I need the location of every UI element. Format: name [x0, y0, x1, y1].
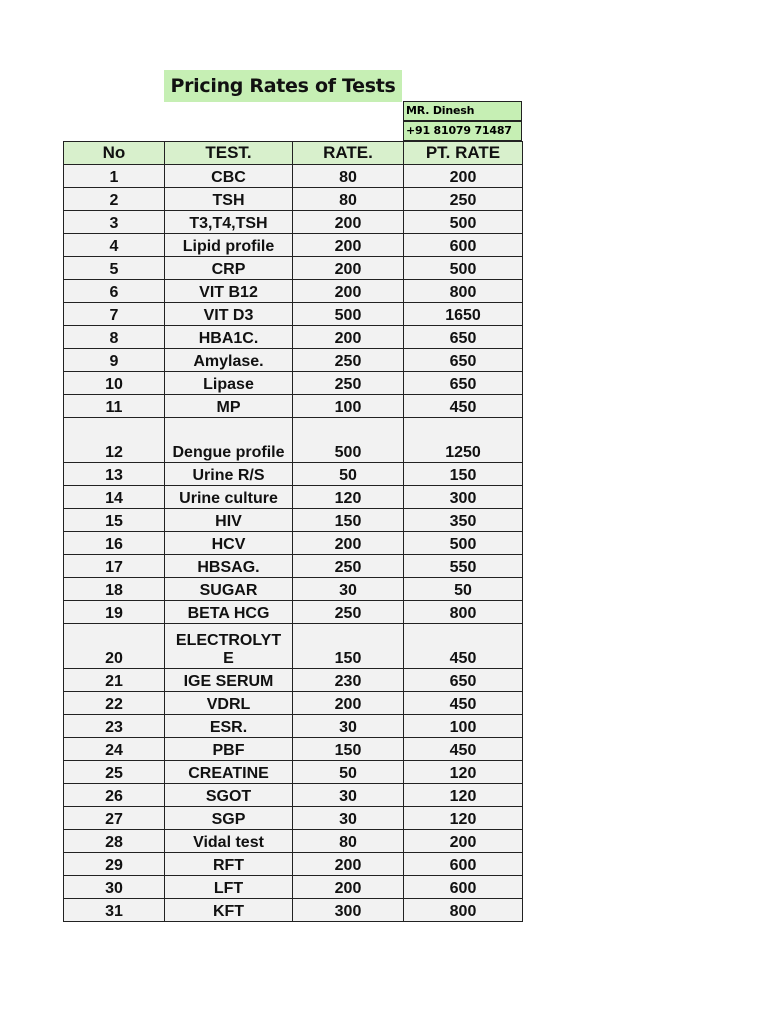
- table-row: [64, 830, 523, 853]
- cell-pt-rate: 120: [404, 807, 523, 830]
- cell-no: 17: [64, 555, 165, 578]
- cell-test: KFT: [165, 899, 293, 922]
- cell-test: VIT D3: [165, 303, 293, 326]
- cell-rate: 50: [293, 463, 404, 486]
- cell-test: Urine culture: [165, 486, 293, 509]
- cell-pt-rate: 300: [404, 486, 523, 509]
- cell-rate: 80: [293, 830, 404, 853]
- cell-rate: 250: [293, 555, 404, 578]
- table-row: [64, 395, 523, 418]
- cell-no: 25: [64, 761, 165, 784]
- cell-test: VIT B12: [165, 280, 293, 303]
- cell-test: HBA1C.: [165, 326, 293, 349]
- cell-no: 9: [64, 349, 165, 372]
- cell-no: 21: [64, 669, 165, 692]
- cell-pt-rate: 450: [404, 624, 523, 669]
- cell-pt-rate: 500: [404, 532, 523, 555]
- cell-no: 18: [64, 578, 165, 601]
- cell-no: 19: [64, 601, 165, 624]
- cell-pt-rate: 550: [404, 555, 523, 578]
- cell-test: HBSAG.: [165, 555, 293, 578]
- cell-test: CREATINE: [165, 761, 293, 784]
- page-title: Pricing Rates of Tests: [164, 70, 402, 102]
- cell-no: 3: [64, 211, 165, 234]
- cell-rate: 200: [293, 326, 404, 349]
- table-row: [64, 784, 523, 807]
- table-row: [64, 349, 523, 372]
- cell-rate: 230: [293, 669, 404, 692]
- table-row: [64, 418, 523, 463]
- cell-test: T3,T4,TSH: [165, 211, 293, 234]
- table-row: [64, 486, 523, 509]
- pricing-table: [63, 141, 523, 922]
- cell-rate: 100: [293, 395, 404, 418]
- cell-test: Amylase.: [165, 349, 293, 372]
- cell-test: LFT: [165, 876, 293, 899]
- cell-rate: 250: [293, 372, 404, 395]
- cell-test: CRP: [165, 257, 293, 280]
- cell-rate: 50: [293, 761, 404, 784]
- cell-rate: 120: [293, 486, 404, 509]
- cell-no: 2: [64, 188, 165, 211]
- cell-no: 29: [64, 853, 165, 876]
- table-row: [64, 807, 523, 830]
- table-row: [64, 715, 523, 738]
- cell-test: VDRL: [165, 692, 293, 715]
- cell-no: 26: [64, 784, 165, 807]
- cell-test: Lipid profile: [165, 234, 293, 257]
- cell-rate: 250: [293, 349, 404, 372]
- cell-rate: 80: [293, 188, 404, 211]
- cell-no: 16: [64, 532, 165, 555]
- table-row: [64, 532, 523, 555]
- cell-no: 23: [64, 715, 165, 738]
- cell-pt-rate: 800: [404, 899, 523, 922]
- header-rate: RATE.: [293, 142, 404, 165]
- cell-no: 7: [64, 303, 165, 326]
- cell-test: ESR.: [165, 715, 293, 738]
- cell-no: 10: [64, 372, 165, 395]
- cell-test: BETA HCG: [165, 601, 293, 624]
- table-row: [64, 578, 523, 601]
- header-pt-rate: PT. RATE: [404, 142, 523, 165]
- cell-test: Urine R/S: [165, 463, 293, 486]
- contact-name: MR. Dinesh: [403, 101, 522, 121]
- cell-pt-rate: 1650: [404, 303, 523, 326]
- cell-no: 24: [64, 738, 165, 761]
- cell-pt-rate: 50: [404, 578, 523, 601]
- table-row: [64, 303, 523, 326]
- cell-pt-rate: 450: [404, 395, 523, 418]
- contact-phone: +91 81079 71487: [403, 121, 522, 141]
- cell-pt-rate: 120: [404, 784, 523, 807]
- cell-pt-rate: 650: [404, 349, 523, 372]
- cell-no: 15: [64, 509, 165, 532]
- table-row: [64, 372, 523, 395]
- cell-test-line: E: [223, 650, 234, 667]
- cell-pt-rate: 350: [404, 509, 523, 532]
- table-row: [64, 669, 523, 692]
- cell-rate: 200: [293, 692, 404, 715]
- cell-rate: 30: [293, 784, 404, 807]
- table-row: [64, 761, 523, 784]
- cell-pt-rate: 450: [404, 692, 523, 715]
- cell-no: 14: [64, 486, 165, 509]
- cell-test: Vidal test: [165, 830, 293, 853]
- cell-rate: 200: [293, 211, 404, 234]
- cell-test: CBC: [165, 165, 293, 188]
- cell-rate: 200: [293, 280, 404, 303]
- cell-no: 31: [64, 899, 165, 922]
- table-row: [64, 876, 523, 899]
- cell-test-line: ELECTROLYT: [175, 632, 282, 649]
- cell-no: 20: [64, 624, 165, 669]
- table-row: [64, 234, 523, 257]
- cell-pt-rate: 650: [404, 326, 523, 349]
- table-row: [64, 165, 523, 188]
- cell-pt-rate: 120: [404, 761, 523, 784]
- cell-rate: 250: [293, 601, 404, 624]
- cell-rate: 30: [293, 715, 404, 738]
- cell-pt-rate: 650: [404, 372, 523, 395]
- cell-test: SGP: [165, 807, 293, 830]
- cell-pt-rate: 500: [404, 257, 523, 280]
- cell-test: TSH: [165, 188, 293, 211]
- cell-no: 12: [64, 418, 165, 463]
- cell-rate: 80: [293, 165, 404, 188]
- cell-test: RFT: [165, 853, 293, 876]
- table-body: [64, 165, 523, 922]
- header-no: No: [64, 142, 165, 165]
- cell-no: 11: [64, 395, 165, 418]
- table-row: [64, 188, 523, 211]
- cell-test: PBF: [165, 738, 293, 761]
- cell-no: 30: [64, 876, 165, 899]
- table-row: [64, 738, 523, 761]
- table-row: [64, 899, 523, 922]
- cell-no: 5: [64, 257, 165, 280]
- cell-no: 4: [64, 234, 165, 257]
- cell-no: 22: [64, 692, 165, 715]
- cell-rate: 200: [293, 876, 404, 899]
- cell-rate: 150: [293, 738, 404, 761]
- table-row: [64, 463, 523, 486]
- cell-pt-rate: 250: [404, 188, 523, 211]
- cell-rate: 500: [293, 303, 404, 326]
- cell-test: MP: [165, 395, 293, 418]
- table-row: [64, 211, 523, 234]
- cell-no: 13: [64, 463, 165, 486]
- cell-test: Lipase: [165, 372, 293, 395]
- cell-rate: 30: [293, 807, 404, 830]
- header-test: TEST.: [165, 142, 293, 165]
- cell-pt-rate: 100: [404, 715, 523, 738]
- table-row: [64, 257, 523, 280]
- cell-pt-rate: 600: [404, 853, 523, 876]
- cell-pt-rate: 500: [404, 211, 523, 234]
- cell-pt-rate: 600: [404, 876, 523, 899]
- cell-pt-rate: 1250: [404, 418, 523, 463]
- cell-test: SUGAR: [165, 578, 293, 601]
- cell-no: 28: [64, 830, 165, 853]
- cell-rate: 500: [293, 418, 404, 463]
- cell-rate: 30: [293, 578, 404, 601]
- cell-test: IGE SERUM: [165, 669, 293, 692]
- cell-pt-rate: 150: [404, 463, 523, 486]
- cell-pt-rate: 800: [404, 601, 523, 624]
- cell-rate: 200: [293, 532, 404, 555]
- cell-test: [165, 624, 293, 669]
- cell-pt-rate: 450: [404, 738, 523, 761]
- cell-no: 1: [64, 165, 165, 188]
- cell-test: Dengue profile: [165, 418, 293, 463]
- table-row: [64, 326, 523, 349]
- table-row: [64, 509, 523, 532]
- table-row: [64, 624, 523, 669]
- table-row: [64, 601, 523, 624]
- cell-no: 8: [64, 326, 165, 349]
- cell-rate: 300: [293, 899, 404, 922]
- cell-no: 27: [64, 807, 165, 830]
- table-row: [64, 555, 523, 578]
- cell-pt-rate: 600: [404, 234, 523, 257]
- cell-test: HIV: [165, 509, 293, 532]
- table-row: [64, 853, 523, 876]
- cell-rate: 150: [293, 509, 404, 532]
- cell-rate: 150: [293, 624, 404, 669]
- table-row: [64, 692, 523, 715]
- table-row: [64, 280, 523, 303]
- cell-test: SGOT: [165, 784, 293, 807]
- cell-pt-rate: 650: [404, 669, 523, 692]
- cell-rate: 200: [293, 257, 404, 280]
- cell-test: HCV: [165, 532, 293, 555]
- cell-pt-rate: 200: [404, 165, 523, 188]
- cell-pt-rate: 200: [404, 830, 523, 853]
- cell-rate: 200: [293, 853, 404, 876]
- table-header-row: [64, 142, 523, 165]
- cell-no: 6: [64, 280, 165, 303]
- cell-pt-rate: 800: [404, 280, 523, 303]
- cell-rate: 200: [293, 234, 404, 257]
